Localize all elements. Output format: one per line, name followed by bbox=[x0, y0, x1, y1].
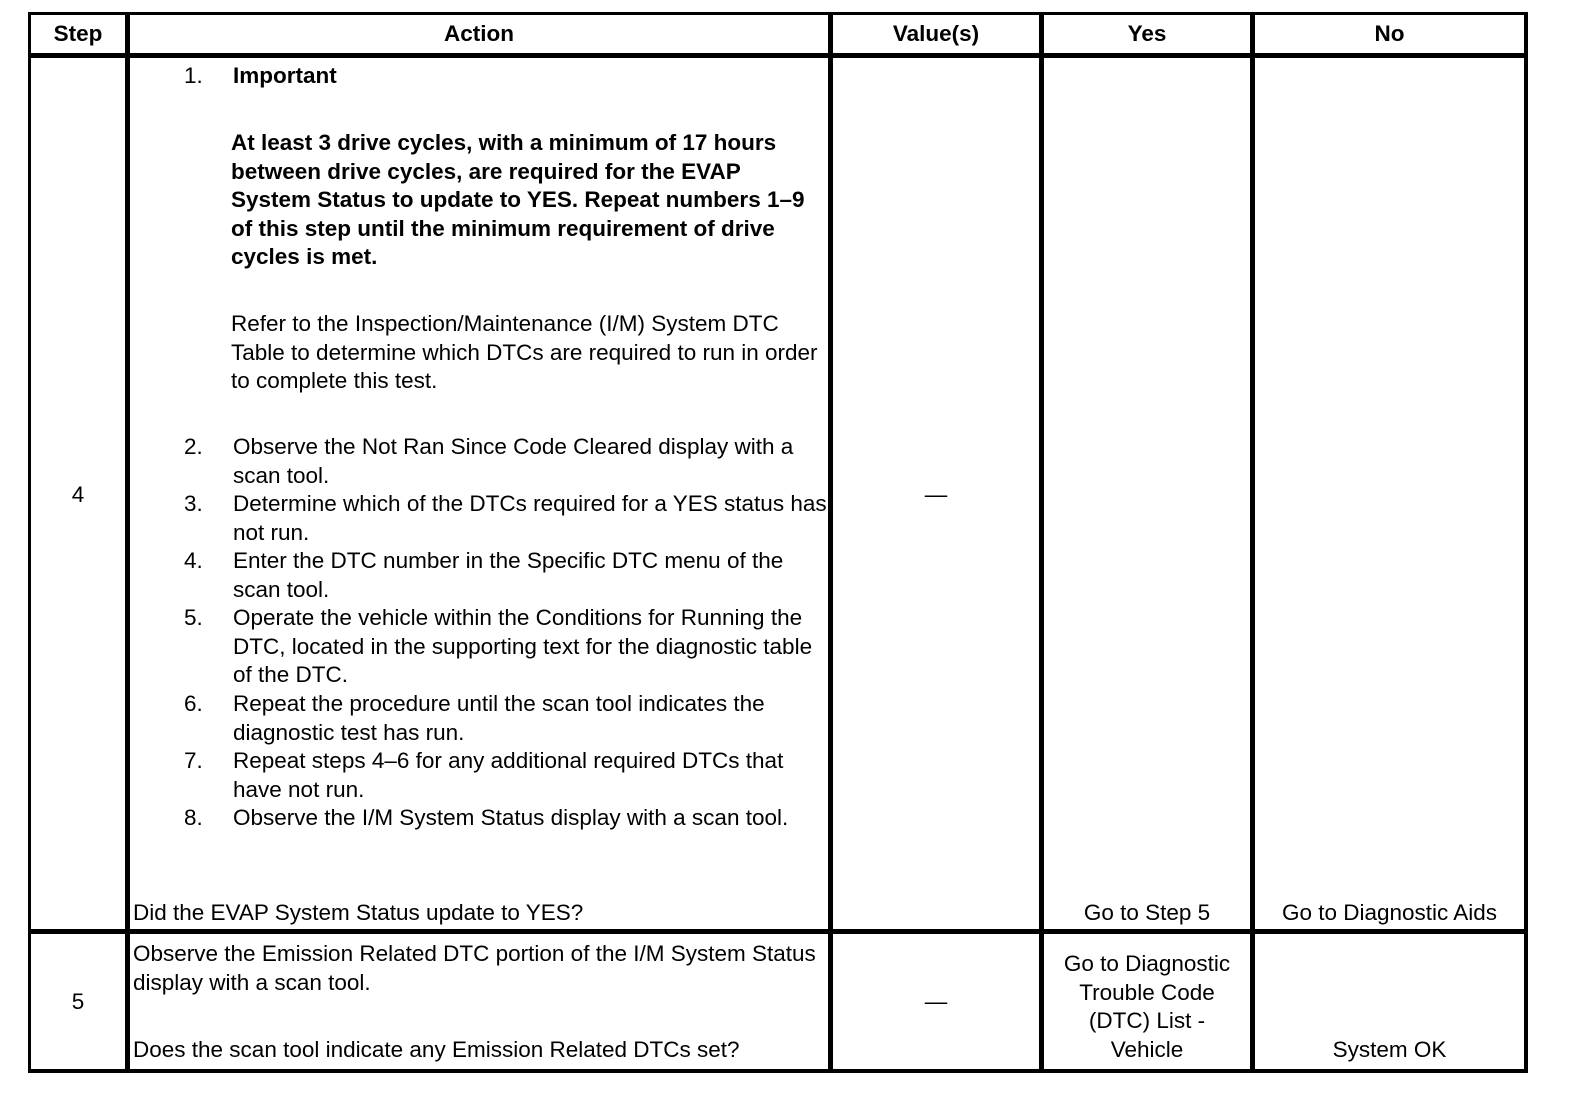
list-number: 2. bbox=[184, 434, 203, 459]
list-number: 3. bbox=[184, 491, 203, 516]
list-number: 4. bbox=[184, 548, 203, 573]
step-number: 5 bbox=[71, 989, 85, 1014]
header-step: Step bbox=[53, 21, 103, 46]
list-number: 6. bbox=[184, 691, 203, 716]
list-number: 7. bbox=[184, 748, 203, 773]
no-cell: Go to Diagnostic Aids bbox=[1281, 900, 1498, 925]
action-cell bbox=[130, 60, 828, 928]
list-text: Determine which of the DTCs required for a YES status has not run. bbox=[233, 491, 827, 545]
table-border-left bbox=[28, 12, 31, 1073]
list-text: Observe the Not Ran Since Code Cleared display with a scan tool. bbox=[233, 434, 794, 488]
list-text: Repeat the procedure until the scan tool indicates the diagnostic test has run. bbox=[233, 691, 765, 745]
reference-note: Refer to the Inspection/Maintenance (I/M) System DTC Table to determine which DTCs are required to run in order to complete this test. bbox=[231, 311, 818, 393]
list-text: Enter the DTC number in the Specific DTC menu of the scan tool. bbox=[233, 548, 784, 602]
step-number: 4 bbox=[71, 482, 85, 507]
important-note: At least 3 drive cycles, with a minimum of 17 hours between drive cycles, are required for the EVAP System Status to update to YES. Repeat numbers 1–9 of this step until the minimum requirement of drive cycles is met. bbox=[231, 130, 805, 269]
yes-cell: Go to Step 5 bbox=[1083, 900, 1211, 925]
header-divider bbox=[28, 53, 1528, 58]
list-number: 5. bbox=[184, 605, 203, 630]
row-divider bbox=[28, 929, 1528, 934]
action-text: Observe the Emission Related DTC portion of the I/M System Status display with a scan tool. bbox=[133, 941, 816, 995]
header-no: No bbox=[1374, 21, 1405, 46]
question-text: Does the scan tool indicate any Emission Related DTCs set? bbox=[133, 1037, 740, 1062]
table-border-bottom bbox=[28, 1069, 1528, 1073]
list-text: Operate the vehicle within the Conditions for Running the DTC, located in the supporting text for the diagnostic table of the DTC. bbox=[233, 605, 813, 687]
value-cell: — bbox=[924, 989, 948, 1014]
list-number: 1. bbox=[184, 63, 203, 88]
yes-cell: Go to Diagnostic Trouble Code (DTC) List - Vehicle bbox=[1063, 951, 1231, 1062]
list-number: 8. bbox=[184, 805, 203, 830]
value-cell: — bbox=[924, 482, 948, 507]
table-border-top bbox=[28, 12, 1528, 15]
header-action: Action bbox=[444, 21, 514, 46]
list-text: Repeat steps 4–6 for any additional required DTCs that have not run. bbox=[233, 748, 784, 802]
header-values: Value(s) bbox=[892, 21, 980, 46]
table-border-right bbox=[1524, 12, 1528, 1073]
important-label: Important bbox=[233, 63, 337, 88]
header-yes: Yes bbox=[1127, 21, 1167, 46]
no-cell: System OK bbox=[1332, 1037, 1447, 1062]
list-text: Observe the I/M System Status display with a scan tool. bbox=[233, 805, 789, 830]
question-text: Did the EVAP System Status update to YES? bbox=[133, 900, 584, 925]
